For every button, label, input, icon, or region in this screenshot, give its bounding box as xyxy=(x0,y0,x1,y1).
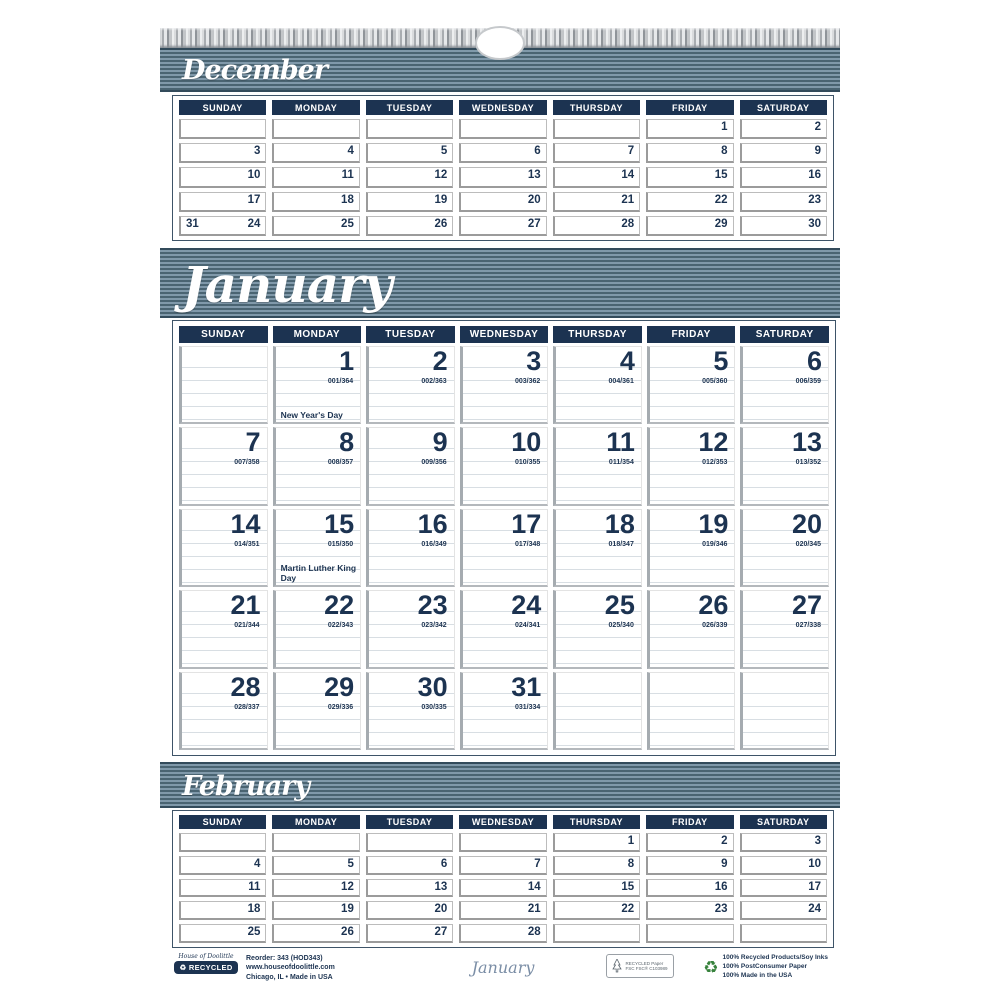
day-header: FRIDAY xyxy=(647,326,736,343)
julian-number: 005/360 xyxy=(702,378,728,385)
day-cell xyxy=(179,833,266,852)
day-number: 4 xyxy=(347,145,354,158)
day-cell xyxy=(179,192,266,212)
day-number: 24 xyxy=(247,217,261,230)
day-number: 16 xyxy=(417,508,448,539)
day-cell xyxy=(647,590,736,668)
day-cell xyxy=(740,192,827,212)
day-cell xyxy=(273,427,362,505)
day-cell xyxy=(179,216,266,236)
day-cell xyxy=(179,672,268,750)
day-cell xyxy=(366,901,453,920)
day-number: 12 xyxy=(698,427,729,458)
day-cell xyxy=(740,346,829,424)
day-cell xyxy=(366,509,455,587)
julian-number: 003/362 xyxy=(514,378,541,385)
day-number: 10 xyxy=(511,427,542,458)
day-number: 20 xyxy=(434,903,448,916)
day-number: 23 xyxy=(714,903,728,916)
day-cell xyxy=(646,833,733,852)
day-cell xyxy=(553,192,640,212)
day-cell xyxy=(646,143,733,163)
day-cell xyxy=(272,216,359,236)
day-header: THURSDAY xyxy=(553,100,640,115)
month-title-december: December xyxy=(182,55,328,86)
julian-number: 006/359 xyxy=(795,378,821,385)
month-banner-february xyxy=(160,762,840,808)
day-number: 26 xyxy=(698,590,729,621)
day-number: 9 xyxy=(721,857,728,870)
day-number: 24 xyxy=(511,590,542,621)
day-cell xyxy=(272,167,359,187)
day-number: 8 xyxy=(721,145,728,158)
day-number: 31 xyxy=(511,671,542,702)
day-cell xyxy=(366,672,455,750)
recycled-badge: ♻ RECYCLED xyxy=(174,961,238,974)
eco-lines xyxy=(723,954,829,980)
day-number: 20 xyxy=(791,508,822,539)
day-number: 17 xyxy=(247,193,261,206)
day-cell xyxy=(647,427,736,505)
month-banner-january xyxy=(160,248,840,318)
day-cell xyxy=(646,167,733,187)
day-number: 28 xyxy=(230,671,261,702)
brand-script: House of Doolittle xyxy=(178,953,234,960)
day-number: 17 xyxy=(511,508,542,539)
day-number: 7 xyxy=(245,427,261,458)
day-cell xyxy=(179,346,268,424)
julian-number: 011/354 xyxy=(608,459,634,467)
day-number: 11 xyxy=(248,880,261,893)
day-header: SUNDAY xyxy=(179,815,266,829)
calendar-grid-january xyxy=(172,320,836,756)
day-number: 9 xyxy=(432,427,448,458)
day-cell xyxy=(553,167,640,187)
day-cell xyxy=(272,119,359,139)
day-cell xyxy=(179,879,266,898)
day-cell xyxy=(740,216,827,236)
day-number: 26 xyxy=(341,926,354,939)
day-cell xyxy=(366,590,455,668)
julian-number: 030/335 xyxy=(421,703,447,711)
day-cell xyxy=(740,833,827,852)
day-cell xyxy=(179,856,266,875)
day-cell xyxy=(272,879,359,898)
day-number: 13 xyxy=(527,169,541,182)
day-cell xyxy=(646,119,733,139)
day-number: 30 xyxy=(417,671,448,702)
day-number: 17 xyxy=(808,880,821,893)
day-number: 13 xyxy=(791,427,822,458)
day-header: SATURDAY xyxy=(740,100,827,115)
day-cell xyxy=(272,901,359,920)
day-cell xyxy=(740,143,827,163)
day-cell xyxy=(272,856,359,875)
day-cell xyxy=(459,119,546,139)
day-cell xyxy=(460,346,549,424)
day-cell xyxy=(740,879,827,898)
julian-number: 027/338 xyxy=(795,622,821,630)
day-cell xyxy=(459,167,546,187)
day-number: 13 xyxy=(434,880,448,893)
day-number: 21 xyxy=(621,193,635,206)
julian-number: 020/345 xyxy=(795,540,821,548)
day-cell xyxy=(366,216,453,236)
month-title-february: February xyxy=(182,771,310,802)
day-number: 5 xyxy=(713,346,729,376)
day-number: 3 xyxy=(526,346,542,376)
day-header: TUESDAY xyxy=(366,815,453,829)
day-cell xyxy=(460,672,549,750)
julian-number: 015/350 xyxy=(327,540,354,548)
day-cell xyxy=(459,833,546,852)
day-cell xyxy=(553,879,640,898)
day-number: 25 xyxy=(247,926,261,939)
day-cell xyxy=(646,216,733,236)
day-header: THURSDAY xyxy=(553,326,642,343)
julian-number: 026/339 xyxy=(702,622,728,630)
day-number: 27 xyxy=(527,217,541,230)
day-cell xyxy=(553,143,640,163)
day-number: 18 xyxy=(247,903,261,916)
day-cell xyxy=(459,143,546,163)
fsc-badge xyxy=(606,954,674,978)
day-cell xyxy=(460,509,549,587)
julian-number: 019/346 xyxy=(702,540,728,548)
day-cell xyxy=(366,427,455,505)
day-cell xyxy=(366,119,453,139)
day-number: 12 xyxy=(434,169,448,182)
day-number: 30 xyxy=(808,217,821,230)
day-cell xyxy=(740,119,827,139)
calendar-sheet xyxy=(160,28,840,985)
day-number: 22 xyxy=(714,193,728,206)
day-number: 15 xyxy=(714,169,728,182)
day-cell xyxy=(459,924,546,943)
origin-line: Chicago, IL • Made in USA xyxy=(246,973,333,981)
day-header: MONDAY xyxy=(273,326,362,343)
day-header: THURSDAY xyxy=(553,815,640,829)
julian-number: 004/361 xyxy=(608,378,634,385)
julian-number: 008/357 xyxy=(327,459,354,467)
day-cell xyxy=(646,901,733,920)
day-cell xyxy=(460,427,549,505)
website-line: www.houseofdoolittle.com xyxy=(246,964,335,972)
day-cell xyxy=(553,346,642,424)
day-cell xyxy=(459,879,546,898)
day-cell xyxy=(273,346,362,424)
day-number: 22 xyxy=(621,903,635,916)
day-number: 2 xyxy=(721,835,728,847)
day-header: WEDNESDAY xyxy=(459,100,546,115)
day-number: 23 xyxy=(417,590,448,621)
day-cell xyxy=(553,856,640,875)
day-number: 8 xyxy=(627,857,635,870)
day-cell xyxy=(272,833,359,852)
eco-line: 100% Made in the USA xyxy=(722,971,793,979)
day-cell xyxy=(366,833,453,852)
day-cell xyxy=(179,427,268,505)
calendar-grid-february xyxy=(172,810,834,948)
day-number: 15 xyxy=(621,880,635,893)
day-number: 24 xyxy=(808,903,821,916)
day-number: 29 xyxy=(714,217,728,230)
day-cell xyxy=(553,672,642,750)
day-cell xyxy=(366,143,453,163)
day-cell xyxy=(647,672,736,750)
day-cell xyxy=(272,924,359,943)
day-number: 6 xyxy=(534,145,541,158)
day-number: 2 xyxy=(814,121,821,133)
day-number: 12 xyxy=(341,880,354,893)
day-cell xyxy=(459,192,546,212)
day-number: 1 xyxy=(627,835,635,847)
day-number: 19 xyxy=(341,903,354,916)
day-number: 27 xyxy=(791,590,822,621)
day-header: MONDAY xyxy=(272,100,359,115)
day-header: MONDAY xyxy=(272,815,359,829)
julian-number: 025/340 xyxy=(608,622,634,630)
day-cell xyxy=(740,856,827,875)
day-number: 11 xyxy=(606,427,635,458)
day-number: 14 xyxy=(527,880,541,893)
day-cell xyxy=(179,509,268,587)
fsc-line: FSC FSC® C103989 xyxy=(625,966,668,971)
day-number: 1 xyxy=(721,121,728,133)
hang-hole xyxy=(475,26,525,60)
day-header: FRIDAY xyxy=(646,815,733,829)
recycle-icon: ♻ xyxy=(703,957,719,977)
day-number: 15 xyxy=(324,508,355,539)
day-number: 18 xyxy=(341,193,354,206)
julian-number: 013/352 xyxy=(795,459,821,467)
day-number: 7 xyxy=(534,857,541,870)
day-cell xyxy=(366,856,453,875)
julian-number: 028/337 xyxy=(234,703,260,711)
day-number: 19 xyxy=(434,193,448,206)
day-number: 1 xyxy=(339,346,355,376)
day-cell xyxy=(272,143,359,163)
fsc-text xyxy=(625,961,667,971)
julian-number: 022/343 xyxy=(327,622,354,630)
eco-info xyxy=(703,954,828,980)
fsc-line: RECYCLED Paper xyxy=(625,961,664,966)
day-cell xyxy=(366,924,453,943)
day-number: 14 xyxy=(230,508,261,539)
day-number: 6 xyxy=(440,857,448,870)
day-cell xyxy=(272,192,359,212)
day-number: 5 xyxy=(440,145,448,158)
day-number: 9 xyxy=(814,145,821,158)
day-cell xyxy=(646,192,733,212)
day-cell xyxy=(366,879,453,898)
julian-number: 016/349 xyxy=(421,540,447,548)
day-number: 26 xyxy=(434,217,448,230)
day-number: 25 xyxy=(604,590,635,621)
center-month-script: January xyxy=(471,958,535,977)
julian-number: 014/351 xyxy=(234,540,260,548)
day-number: 16 xyxy=(714,880,728,893)
day-number: 11 xyxy=(341,169,354,182)
day-cell xyxy=(647,509,736,587)
overflow-day-number: 31 xyxy=(186,217,199,230)
day-header: TUESDAY xyxy=(366,326,455,343)
julian-number: 001/364 xyxy=(327,378,354,385)
day-cell xyxy=(553,509,642,587)
julian-number: 010/355 xyxy=(514,459,541,467)
day-cell xyxy=(179,143,266,163)
day-cell xyxy=(553,119,640,139)
eco-line: 100% Recycled Products/Soy Inks xyxy=(722,954,828,961)
day-number: 3 xyxy=(254,145,261,158)
day-cell xyxy=(553,833,640,852)
day-cell xyxy=(179,590,268,668)
day-cell xyxy=(179,924,266,943)
day-number: 4 xyxy=(619,346,635,376)
day-number: 7 xyxy=(627,145,635,158)
day-number: 20 xyxy=(527,193,541,206)
day-number: 10 xyxy=(247,169,261,182)
day-header: WEDNESDAY xyxy=(459,815,546,829)
day-cell xyxy=(646,879,733,898)
day-header: SUNDAY xyxy=(179,326,268,343)
day-cell xyxy=(740,924,827,943)
holiday-note: New Year's Day xyxy=(280,410,343,421)
day-cell xyxy=(459,216,546,236)
day-number: 2 xyxy=(432,346,448,376)
day-cell xyxy=(273,590,362,668)
day-number: 6 xyxy=(806,346,822,376)
day-number: 19 xyxy=(698,508,729,539)
day-cell xyxy=(459,901,546,920)
day-cell xyxy=(179,119,266,139)
day-number: 27 xyxy=(434,926,448,939)
day-cell xyxy=(740,509,829,587)
julian-number: 012/353 xyxy=(702,459,728,467)
julian-number: 002/363 xyxy=(421,378,447,385)
day-header: FRIDAY xyxy=(646,100,733,115)
day-cell xyxy=(179,901,266,920)
day-cell xyxy=(459,856,546,875)
day-number: 16 xyxy=(808,169,821,182)
eco-line: 100% PostConsumer Paper xyxy=(722,962,808,970)
day-number: 21 xyxy=(527,903,541,916)
day-cell xyxy=(553,901,640,920)
day-cell xyxy=(553,924,640,943)
julian-number: 007/358 xyxy=(234,459,260,467)
day-number: 23 xyxy=(808,193,821,206)
fsc-tree-icon xyxy=(612,959,622,973)
day-number: 3 xyxy=(814,835,821,847)
julian-number: 023/342 xyxy=(421,622,447,630)
day-header: WEDNESDAY xyxy=(460,326,549,343)
day-cell xyxy=(740,590,829,668)
day-number: 29 xyxy=(324,671,355,702)
month-title-january: January xyxy=(182,255,392,314)
reorder-line: Reorder: 343 (HOD343) xyxy=(246,955,323,962)
julian-number: 031/334 xyxy=(514,703,541,711)
day-cell xyxy=(553,216,640,236)
julian-number: 021/344 xyxy=(234,622,260,630)
day-cell xyxy=(553,427,642,505)
day-header: SUNDAY xyxy=(179,100,266,115)
day-cell xyxy=(460,590,549,668)
day-number: 28 xyxy=(621,217,635,230)
julian-number: 024/341 xyxy=(514,622,541,630)
day-number: 10 xyxy=(808,857,821,870)
day-cell xyxy=(553,590,642,668)
day-number: 25 xyxy=(341,217,354,230)
day-cell xyxy=(740,167,827,187)
day-cell xyxy=(273,509,362,587)
day-cell xyxy=(366,192,453,212)
day-cell xyxy=(273,672,362,750)
day-cell xyxy=(740,427,829,505)
julian-number: 018/347 xyxy=(608,540,634,548)
day-number: 21 xyxy=(230,590,261,621)
julian-number: 009/356 xyxy=(421,459,447,467)
julian-number: 029/336 xyxy=(327,703,354,711)
day-cell xyxy=(179,167,266,187)
day-cell xyxy=(366,346,455,424)
day-cell xyxy=(646,924,733,943)
day-number: 5 xyxy=(347,857,354,870)
calendar-grid-december xyxy=(172,95,834,241)
holiday-note: Martin Luther King Day xyxy=(280,563,357,584)
day-cell xyxy=(647,346,736,424)
day-number: 22 xyxy=(324,590,355,621)
day-number: 8 xyxy=(339,427,355,458)
julian-number: 017/348 xyxy=(514,540,541,548)
day-cell xyxy=(646,856,733,875)
day-number: 14 xyxy=(621,169,635,182)
day-header: TUESDAY xyxy=(366,100,453,115)
footer xyxy=(172,952,834,985)
day-cell xyxy=(740,901,827,920)
day-number: 4 xyxy=(254,857,261,870)
day-header: SATURDAY xyxy=(740,326,829,343)
day-number: 18 xyxy=(604,508,635,539)
day-cell xyxy=(366,167,453,187)
day-cell xyxy=(740,672,829,750)
day-header: SATURDAY xyxy=(740,815,827,829)
day-number: 28 xyxy=(527,926,541,939)
